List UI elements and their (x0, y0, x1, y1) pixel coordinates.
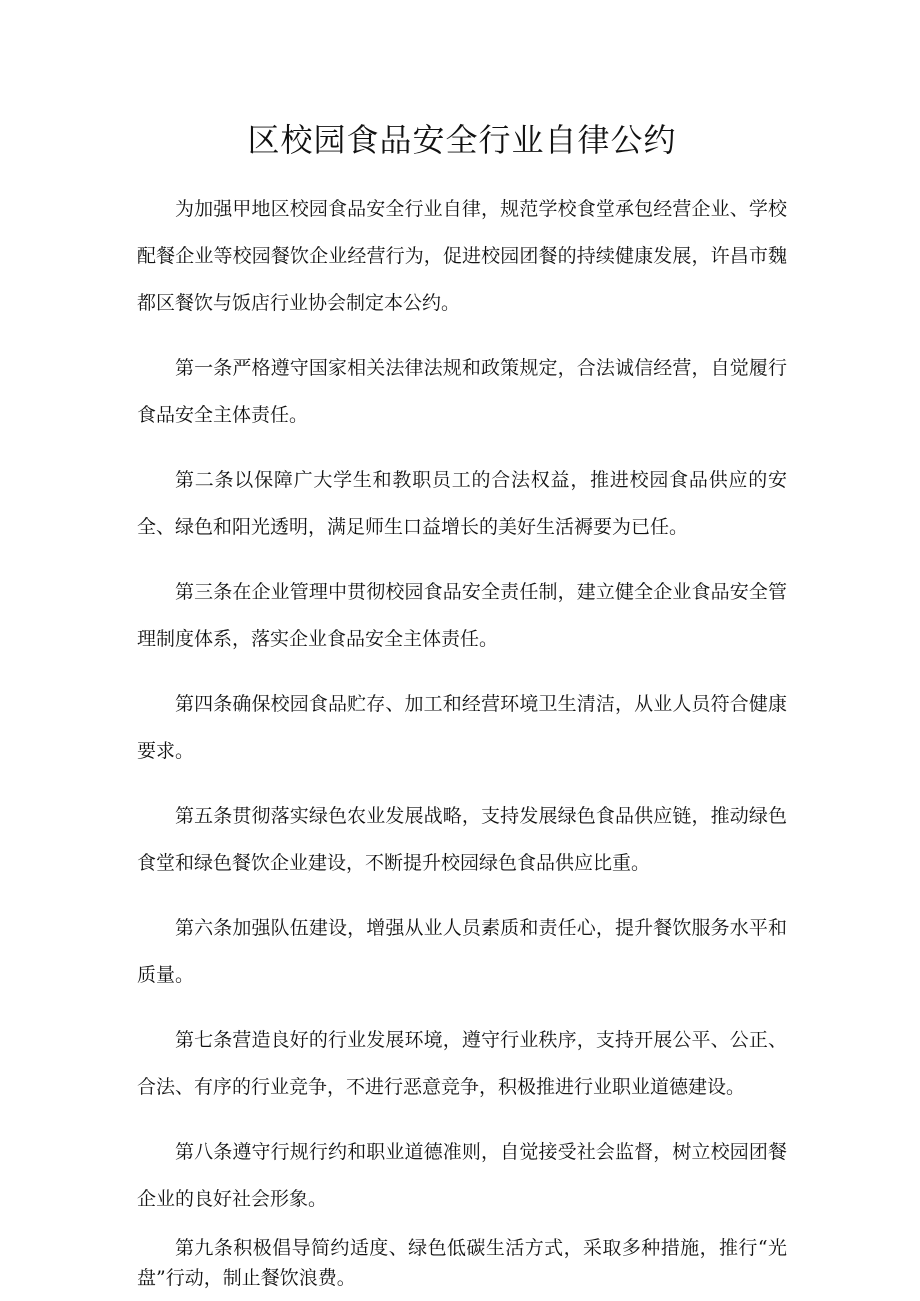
paragraph-article-6: 第六条加强队伍建设，增强从业人员素质和责任心，提升餐饮服务水平和质量。 (137, 917, 787, 986)
paragraph-article-8: 第八条遵守行规行约和职业道德准则，自觉接受社会监督，树立校园团餐企业的良好社会形象。 (137, 1141, 787, 1210)
paragraph-article-2: 第二条以保障广大学生和教职员工的合法权益，推进校园食品供应的安全、绿色和阳光透明，满足师生口益增长的美好生活褥要为已任。 (137, 469, 787, 538)
paragraph-article-3: 第三条在企业管理中贯彻校园食品安全责任制，建立健全企业食品安全管理制度体系，落实企业食品安全主体责任。 (137, 581, 787, 650)
paragraph-article-7: 第七条营造良好的行业发展环境，遵守行业秩序，支持开展公平、公正、合法、有序的行业竞争，不进行恶意竞争，积极推进行业职业道德建设。 (137, 1029, 787, 1098)
paragraph-article-4: 第四条确保校园食品贮存、加工和经营环境卫生清洁，从业人员符合健康要求。 (137, 693, 787, 762)
paragraph-article-9: 第九条积极倡导简约适度、绿色低碳生活方式，采取多种措施，推行“光盘”行动，制止餐饮浪费。 (137, 1237, 787, 1289)
document-title: 区校园食品安全行业自律公约 (247, 121, 677, 159)
paragraph-preamble: 为加强甲地区校园食品安全行业自律，规范学校食堂承包经营企业、学校配餐企业等校园餐饮企业经营行为，促进校园团餐的持续健康发展，许昌市魏都区餐饮与饭店行业协会制定本公约。 (137, 198, 787, 314)
paragraph-article-5: 第五条贯彻落实绿色农业发展战略，支持发展绿色食品供应链，推动绿色食堂和绿色餐饮企业建设，不断提升校园绿色食品供应比重。 (137, 805, 787, 874)
paragraph-article-1: 第一条严格遵守国家相关法律法规和政策规定，合法诚信经营，自觉履行食品安全主体责任。 (137, 357, 787, 426)
